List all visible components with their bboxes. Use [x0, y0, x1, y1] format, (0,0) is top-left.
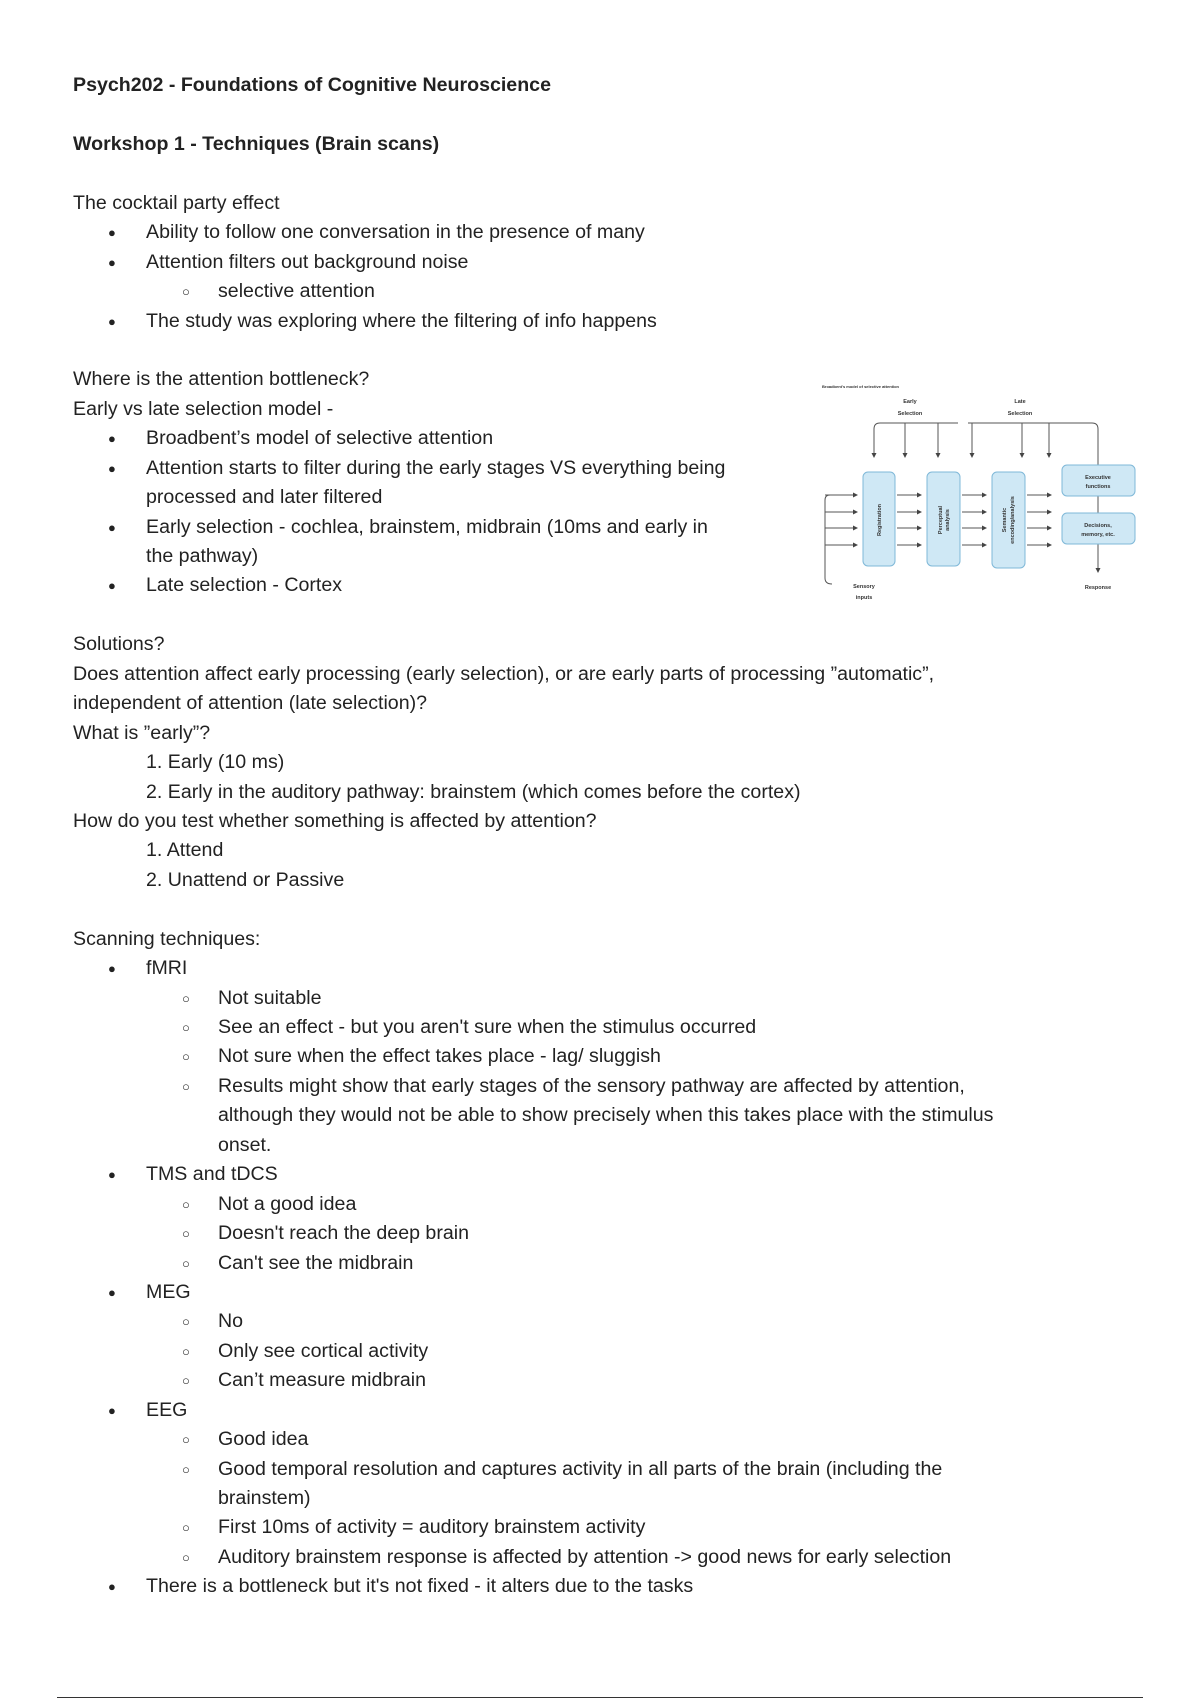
bullet-item: ● EEG: [73, 1396, 1153, 1425]
section-heading: Scanning techniques:: [73, 927, 261, 950]
late-selection-label: Late: [1014, 399, 1026, 405]
registration-label: Registration: [877, 503, 883, 537]
sub-bullet-item: ○ Can't see the midbrain: [73, 1249, 1153, 1278]
numbered-item: 1. Attend: [146, 839, 224, 862]
semantic-label: Semantic: [1002, 507, 1008, 533]
section-heading: The cocktail party effect: [73, 191, 280, 214]
sub-bullet-item: ○ Good idea: [73, 1425, 1153, 1454]
page-bottom-rule: [57, 1697, 1143, 1698]
sub-bullet-item: ○ Results might show that early stages of the sensory pathway are affected by attention,: [73, 1072, 1153, 1101]
sensory-inputs-label: Sensory: [853, 584, 875, 590]
sub-bullet-continuation: brainstem): [218, 1487, 311, 1509]
bullet-item: ● Attention filters out background noise: [73, 248, 1153, 277]
course-title: Psych202 - Foundations of Cognitive Neuroscience: [73, 74, 551, 96]
bullet-continuation: the pathway): [146, 545, 259, 567]
semantic-label: encoding/analysis: [1010, 496, 1016, 544]
sub-bullet-item: ○ No: [73, 1307, 1153, 1336]
paragraph-line: Does attention affect early processing (early selection), or are early parts of processing ”automatic”,: [73, 662, 935, 685]
diagram-caption: Broadbent's model of selective attention: [822, 384, 899, 389]
section-heading: Solutions?: [73, 633, 165, 656]
executive-label: functions: [1085, 484, 1111, 490]
numbered-item: 2. Unattend or Passive: [146, 868, 345, 891]
response-label: Response: [1084, 585, 1112, 591]
sub-bullet-item: ○ Not sure when the effect takes place - lag/ sluggish: [73, 1042, 1153, 1071]
sensory-inputs-label: inputs: [855, 595, 873, 601]
broadbent-model-diagram: [800, 370, 1160, 620]
decisions-label: Decisions,: [1084, 523, 1112, 529]
paragraph-line: How do you test whether something is affected by attention?: [73, 809, 597, 832]
bullet-item: ● Ability to follow one conversation in the presence of many: [73, 218, 1153, 247]
executive-label: Executive: [1085, 475, 1111, 481]
paragraph-line: Early vs late selection model -: [73, 397, 334, 420]
decisions-label: memory, etc.: [1081, 532, 1115, 538]
workshop-title: Workshop 1 - Techniques (Brain scans): [73, 132, 440, 155]
early-selection-label: Early: [903, 399, 917, 405]
bullet-item: ● The study was exploring where the filtering of info happens: [73, 307, 1153, 336]
numbered-item: 2. Early in the auditory pathway: brainstem (which comes before the cortex): [146, 780, 801, 803]
sub-bullet-item: ○ Only see cortical activity: [73, 1337, 1153, 1366]
bullet-item: ● TMS and tDCS: [73, 1160, 1153, 1189]
bullet-continuation: processed and later filtered: [146, 486, 383, 509]
sub-bullet-continuation: although they would not be able to show precisely when this takes place with the stimulus: [218, 1104, 994, 1127]
sub-bullet-item: ○ First 10ms of activity = auditory brainstem activity: [73, 1513, 1153, 1542]
numbered-item: 1. Early (10 ms): [146, 751, 285, 774]
semantic-encoding-box: [992, 472, 1025, 568]
early-selection-label: Selection: [897, 411, 923, 417]
late-selection-label: Selection: [1007, 411, 1033, 417]
sub-bullet-continuation: onset.: [218, 1133, 272, 1156]
sub-bullet-item: ○ Can’t measure midbrain: [73, 1366, 1153, 1395]
sub-bullet-item: ○ Doesn't reach the deep brain: [73, 1219, 1153, 1248]
paragraph-line: What is ”early”?: [73, 721, 211, 744]
bullet-item: ● Early selection - cochlea, brainstem, midbrain (10ms and early in: [73, 513, 1153, 542]
document-body: [73, 71, 1153, 1602]
sub-bullet-item: ○ selective attention: [73, 277, 1153, 306]
section-heading: Where is the attention bottleneck?: [73, 368, 370, 391]
bullet-item: ● Broadbent’s model of selective attention: [73, 424, 1153, 453]
sub-bullet-item: ○ Auditory brainstem response is affected by attention -> good news for early selection: [73, 1543, 1153, 1572]
paragraph-line: independent of attention (late selection)?: [73, 692, 428, 715]
perceptual-label: analysis: [945, 509, 951, 531]
sub-bullet-item: ○ Not suitable: [73, 984, 1153, 1013]
bullet-item: ● fMRI: [73, 954, 1153, 983]
bullet-item: ● There is a bottleneck but it's not fixed - it alters due to the tasks: [73, 1572, 1153, 1601]
bullet-item: ● MEG: [73, 1278, 1153, 1307]
sub-bullet-item: ○ Not a good idea: [73, 1190, 1153, 1219]
bullet-item: ● Late selection - Cortex: [73, 571, 1153, 600]
sub-bullet-item: ○ See an effect - but you aren't sure when the stimulus occurred: [73, 1013, 1153, 1042]
sub-bullet-item: ○ Good temporal resolution and captures activity in all parts of the brain (including the: [73, 1455, 1153, 1484]
bullet-item: ● Attention starts to filter during the early stages VS everything being: [73, 454, 1153, 483]
perceptual-label: Perceptual: [938, 505, 944, 535]
